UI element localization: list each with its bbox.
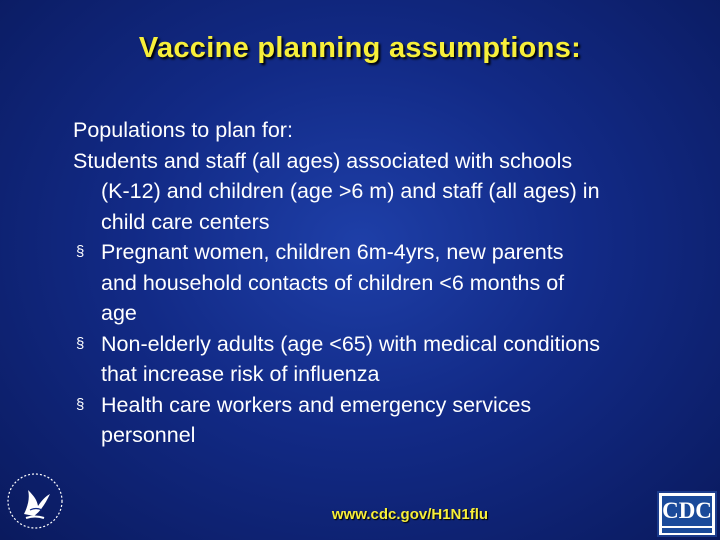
bullet-line: that increase risk of influenza bbox=[101, 362, 380, 386]
bullet-line: Non-elderly adults (age <65) with medical conditions bbox=[101, 331, 600, 356]
cdc-logo bbox=[657, 491, 717, 537]
bullet-item-pregnant bbox=[73, 237, 673, 329]
lead-item-line-2: (K-12) and children (age >6 m) and staff (all ages) in bbox=[101, 179, 600, 203]
cdc-logo-strip bbox=[662, 528, 712, 533]
bullet-icon: § bbox=[76, 243, 85, 260]
bullet-icon: § bbox=[76, 334, 85, 352]
bullet-item-non-elderly bbox=[73, 329, 673, 390]
cdc-logo-text: CDC bbox=[662, 496, 712, 526]
lead-item-line-1: Students and staff (all ages) associated with schools bbox=[73, 148, 573, 173]
lead-item-line-3: child care centers bbox=[101, 209, 270, 234]
footer-url[interactable]: www.cdc.gov/H1N1flu bbox=[331, 506, 489, 523]
bullet-line: personnel bbox=[101, 423, 196, 447]
bullet-line: and household contacts of children <6 months of bbox=[101, 270, 565, 295]
lead-item bbox=[73, 146, 673, 238]
bullet-line: Pregnant women, children 6m-4yrs, new parents bbox=[101, 240, 564, 264]
bullet-line: age bbox=[101, 301, 137, 325]
bullet-icon: § bbox=[76, 395, 85, 413]
intro-line: Populations to plan for: bbox=[73, 118, 293, 142]
slide-title: Vaccine planning assumptions: bbox=[138, 32, 582, 64]
slide-body bbox=[73, 115, 673, 451]
bullet-item-health-care bbox=[73, 390, 673, 451]
bullet-line: Health care workers and emergency services bbox=[101, 392, 532, 417]
